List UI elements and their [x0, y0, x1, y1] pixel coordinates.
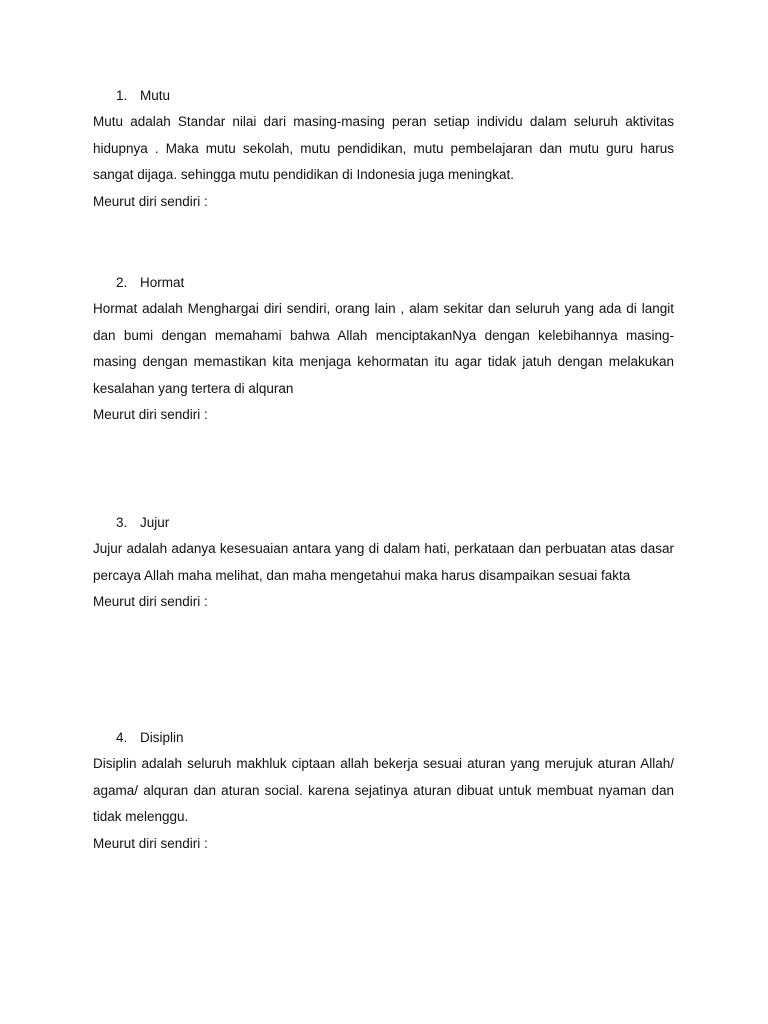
section-heading — [116, 273, 184, 293]
section-text: Mutu adalah Standar nilai dari masing-masing peran setiap individu dalam seluruh aktivitas hidupnya . Maka mutu sekolah, mutu pendidikan, mutu pembelajaran dan mutu guru harus sangat dijaga. sehingga mutu pendidikan di Indonesia juga meningkat. — [93, 114, 674, 182]
section-body — [93, 751, 674, 857]
section-title: Disiplin — [140, 730, 184, 745]
section-prompt: Meurut diri sendiri : — [93, 407, 208, 422]
section-prompt: Meurut diri sendiri : — [93, 193, 208, 209]
section-number: 2. — [116, 275, 128, 290]
section-title: Jujur — [140, 515, 170, 530]
section-body — [93, 296, 674, 429]
section-number: 3. — [116, 515, 128, 530]
section-body — [93, 109, 674, 215]
section-heading — [116, 728, 184, 748]
section-heading — [116, 513, 169, 533]
section-title: Hormat — [140, 275, 185, 290]
section-number: 4. — [116, 730, 128, 745]
section-text: Hormat adalah Menghargai diri sendiri, orang lain , alam sekitar dan seluruh yang ada di langit dan bumi dengan memahami bahwa Allah menciptakanNya dengan kelebihannya masing-masing dengan memastikan kita menjaga kehormatan itu agar tidak jatuh dengan melakukan kesalahan yang tertera di alquran — [93, 301, 674, 396]
section-prompt: Meurut diri sendiri : — [93, 835, 208, 851]
section-prompt: Meurut diri sendiri : — [93, 594, 208, 609]
section-number: 1. — [116, 88, 128, 103]
section-body — [93, 536, 674, 616]
section-title: Mutu — [140, 88, 171, 103]
section-text: Disiplin adalah seluruh makhluk ciptaan allah bekerja sesuai aturan yang merujuk aturan Allah/ agama/ alquran dan aturan social. karena sejatinya aturan dibuat untuk membuat nyaman dan tidak melenggu. — [93, 756, 674, 824]
section-text: Jujur adalah adanya kesesuaian antara yang di dalam hati, perkataan dan perbuatan atas dasar percaya Allah maha melihat, dan maha mengetahui maka harus disampaikan sesuai fakta — [93, 541, 674, 583]
section-heading — [116, 86, 170, 106]
